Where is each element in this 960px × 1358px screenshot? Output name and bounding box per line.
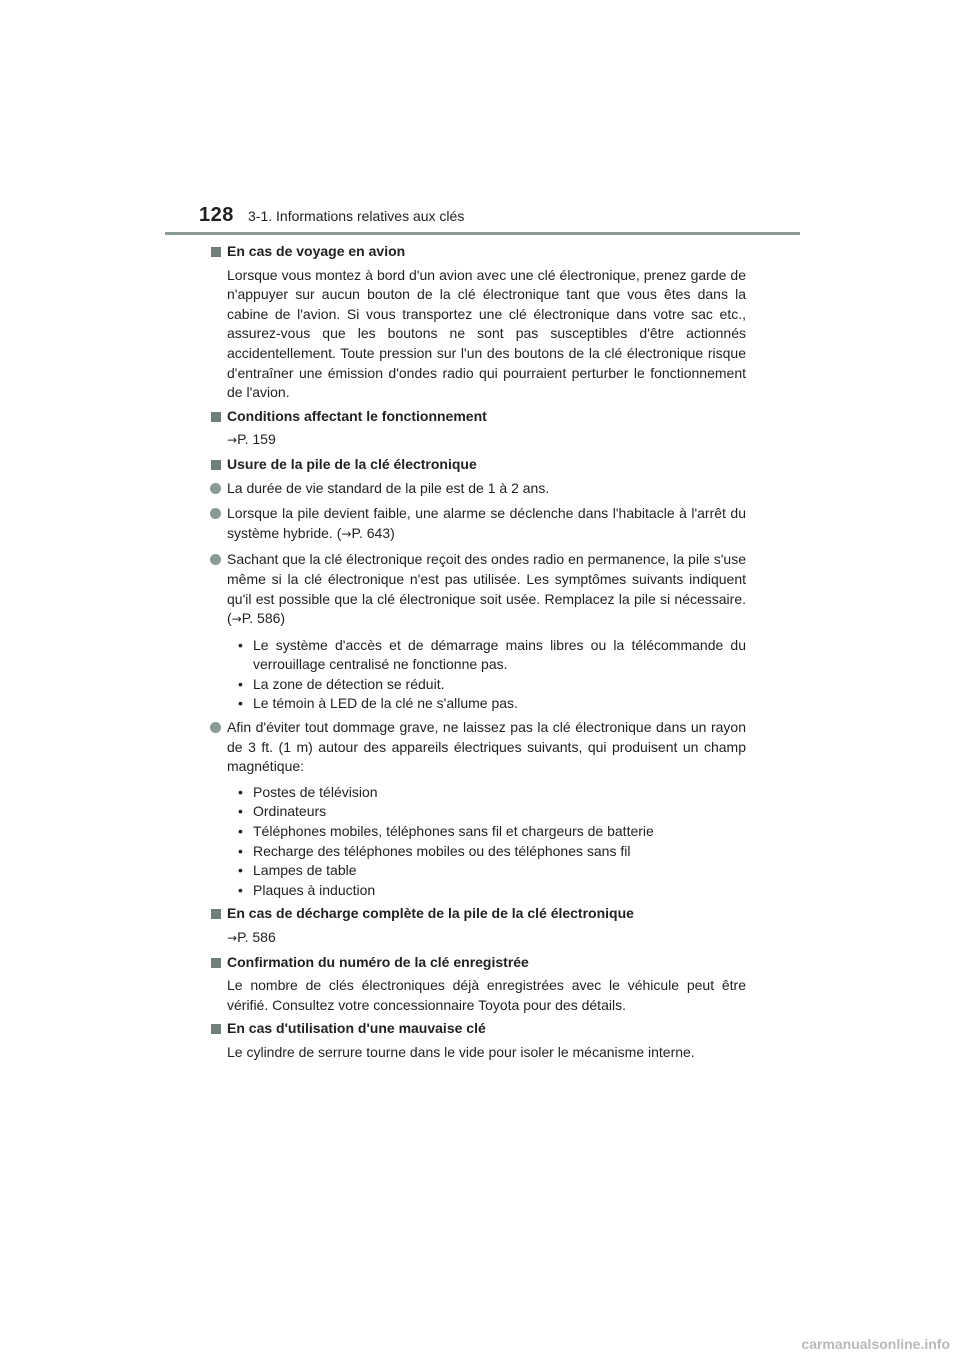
- list-item: • Postes de télévision: [238, 783, 746, 803]
- list-item: • Le témoin à LED de la clé ne s'allume pas.: [238, 694, 746, 714]
- list-item: • Lampes de table: [238, 861, 746, 881]
- circle-bullet-icon: [210, 722, 221, 733]
- square-bullet-icon: [211, 1024, 221, 1034]
- square-bullet-icon: [211, 909, 221, 919]
- page-number: 128: [199, 204, 234, 226]
- square-bullet-icon: [211, 958, 221, 968]
- list-item: • Téléphones mobiles, téléphones sans fil et chargeurs de batterie: [238, 822, 746, 842]
- section-heading-usure: Usure de la pile de la clé électronique: [210, 455, 746, 475]
- symptom-list: [210, 636, 746, 714]
- list-item: • Recharge des téléphones mobiles ou des téléphones sans fil: [238, 842, 746, 862]
- arrow-right-icon: →: [341, 526, 352, 541]
- circle-bullet-icon: [210, 483, 221, 494]
- page-content: [210, 242, 746, 1067]
- watermark: carmanualsonline.info: [801, 1336, 950, 1352]
- header-rule: [165, 232, 800, 235]
- section-heading-confirmation: Confirmation du numéro de la clé enregistrée: [210, 953, 746, 973]
- section-heading-conditions: Conditions affectant le fonctionnement: [210, 407, 746, 427]
- arrow-right-icon: →: [227, 433, 238, 448]
- page-reference[interactable]: P. 643): [351, 524, 395, 541]
- section-heading-avion: En cas de voyage en avion: [210, 242, 746, 262]
- square-bullet-icon: [211, 247, 221, 257]
- page-reference[interactable]: P. 586): [241, 610, 286, 627]
- list-item: • Le système d'accès et de démarrage mains libres ou la télécommande du verrouillage centralisé ne fonctionne pas.: [238, 636, 746, 675]
- list-item: La durée de vie standard de la pile est de 1 à 2 ans.: [210, 479, 746, 499]
- arrow-right-icon: →: [231, 612, 242, 627]
- circle-bullet-icon: [210, 554, 221, 565]
- list-item: • Plaques à induction: [238, 881, 746, 901]
- section-heading-decharge: En cas de décharge complète de la pile de la clé électronique: [210, 904, 746, 924]
- list-item: Sachant que la clé électronique reçoit des ondes radio en permanence, la pile s'use même si la clé électronique n'est pas utilisée. Les symptômes suivants indiquent qu'il est possible que la clé électronique soit usée. Remplacez la pile si nécessaire. (→P. 586): [210, 550, 746, 629]
- square-bullet-icon: [211, 460, 221, 470]
- paragraph-avion: Lorsque vous montez à bord d'un avion avec une clé électronique, prenez garde de n'appuyer sur aucun bouton de la clé électronique tant que vous êtes dans la cabine de l'avion. Si vous transportez une clé électronique dans votre sac etc., assurez-vous que les boutons ne sont pas susceptibles d'être actionnés accidentellement. Toute pression sur l'un des boutons de la clé électronique risque d'entraîner une émission d'ondes radio qui pourraient perturber le fonctionnement de l'avion.: [227, 266, 746, 401]
- list-item: Lorsque la pile devient faible, une alarme se déclenche dans l'habitacle à l'arrêt du système hybride. (→P. 643): [210, 504, 746, 544]
- list-item: • Ordinateurs: [238, 802, 746, 822]
- paragraph-confirmation: Le nombre de clés électroniques déjà enregistrées avec le véhicule peut être vérifié. Consultez votre concessionnaire Toyota pour des détails.: [227, 977, 746, 1013]
- list-item: • La zone de détection se réduit.: [238, 675, 746, 695]
- section-heading-mauvaise-cle: En cas d'utilisation d'une mauvaise clé: [210, 1019, 746, 1039]
- device-list: [210, 783, 746, 901]
- square-bullet-icon: [211, 412, 221, 422]
- paragraph-mauvaise-cle: Le cylindre de serrure tourne dans le vide pour isoler le mécanisme interne.: [227, 1043, 695, 1060]
- circle-bullet-icon: [210, 508, 221, 519]
- section-title: 3-1. Informations relatives aux clés: [248, 208, 465, 224]
- page-reference[interactable]: →P. 159: [227, 431, 276, 448]
- page-reference[interactable]: →P. 586: [227, 929, 276, 945]
- list-item: Afin d'éviter tout dommage grave, ne laissez pas la clé électronique dans un rayon de 3 ft. (1 m) autour des appareils électriques suivants, qui produisent un champ magnétique:: [210, 718, 746, 777]
- arrow-right-icon: →: [227, 931, 238, 945]
